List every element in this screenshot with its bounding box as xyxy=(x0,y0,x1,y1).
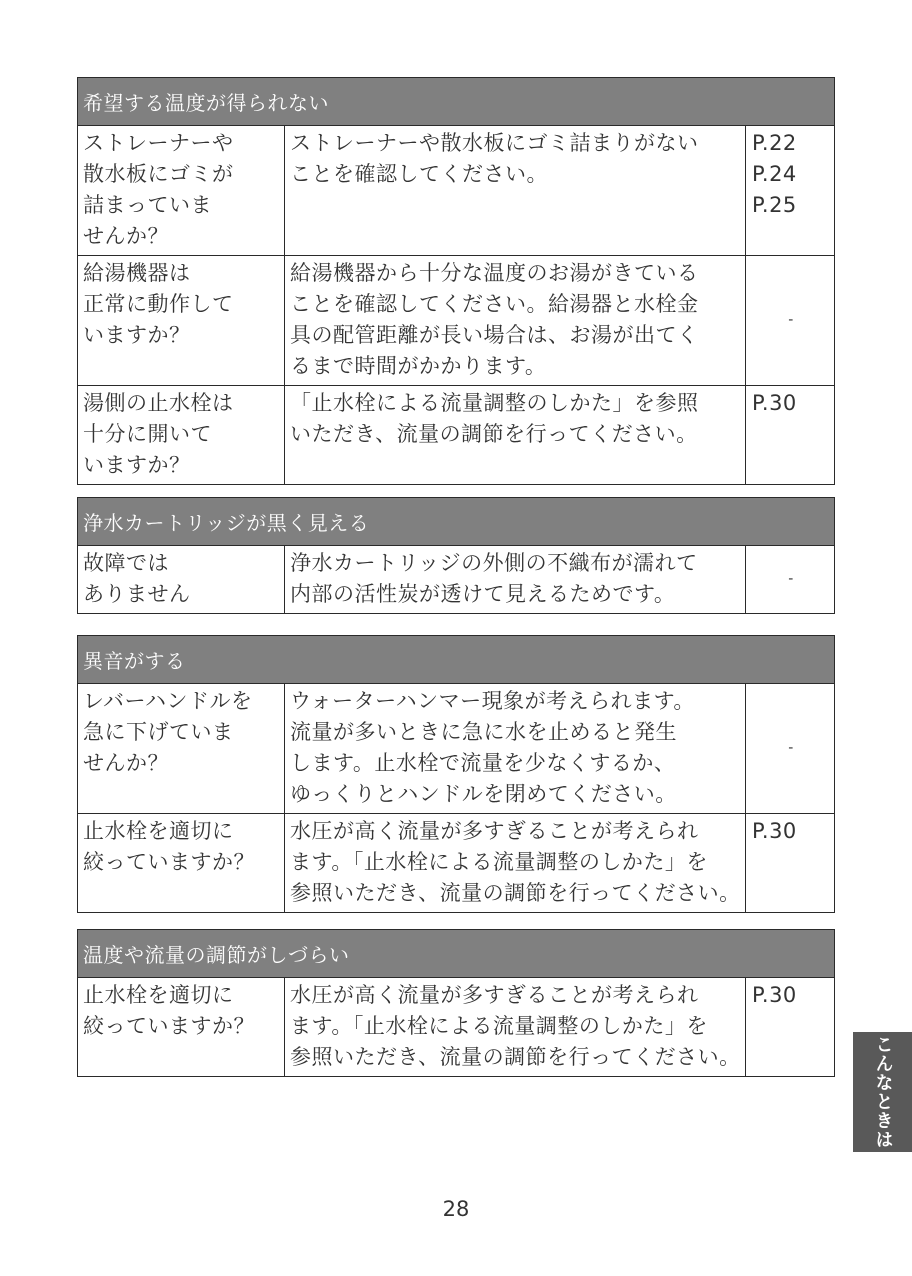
page-ref-cell: - xyxy=(746,546,835,614)
table-row xyxy=(78,256,835,386)
section-title: 希望する温度が得られない xyxy=(78,78,835,126)
page-ref-cell: - xyxy=(746,256,835,386)
remedy-cell: ウォーターハンマー現象が考えられます。 流量が多いときに急に水を止めると発生 します。止水栓で流量を少なくするか、 ゆっくりとハンドルを閉めてください。 xyxy=(285,684,746,814)
table-row xyxy=(78,978,835,1077)
page-ref-cell: P.30 xyxy=(746,386,835,485)
side-tab-label: こんなときは xyxy=(872,1035,894,1149)
table-row xyxy=(78,684,835,814)
table-row xyxy=(78,814,835,913)
remedy-cell: 浄水カートリッジの外側の不織布が濡れて 内部の活性炭が透けて見えるためです。 xyxy=(285,546,746,614)
trouble-table-adjustment xyxy=(77,929,835,1077)
remedy-cell: 水圧が高く流量が多すぎることが考えられ ます。「止水栓による流量調整のしかた」を 参照いただき、流量の調節を行ってください。 xyxy=(285,978,746,1077)
page-ref-cell: P.22 P.24 P.25 xyxy=(746,126,835,256)
cause-cell: レバーハンドルを 急に下げていま せんか？ xyxy=(78,684,285,814)
section-title: 温度や流量の調節がしづらい xyxy=(78,930,835,978)
page-ref-cell: - xyxy=(746,684,835,814)
remedy-cell: ストレーナーや散水板にゴミ詰まりがない ことを確認してください。 xyxy=(285,126,746,256)
cause-cell: ストレーナーや 散水板にゴミが 詰まっていま せんか？ xyxy=(78,126,285,256)
side-index-tab xyxy=(853,1032,912,1152)
trouble-table-noise xyxy=(77,635,835,913)
cause-cell: 湯側の止水栓は 十分に開いて いますか？ xyxy=(78,386,285,485)
remedy-cell: 給湯機器から十分な温度のお湯がきている ことを確認してください。給湯器と水栓金 具の配管距離が長い場合は、お湯が出てく るまで時間がかかります。 xyxy=(285,256,746,386)
table-row xyxy=(78,126,835,256)
page-ref-cell: P.30 xyxy=(746,814,835,913)
trouble-table-temperature xyxy=(77,77,835,485)
table-row xyxy=(78,386,835,485)
cause-cell: 給湯機器は 正常に動作して いますか？ xyxy=(78,256,285,386)
cause-cell: 故障では ありません xyxy=(78,546,285,614)
cause-cell: 止水栓を適切に 絞っていますか？ xyxy=(78,814,285,913)
page-ref-cell: P.30 xyxy=(746,978,835,1077)
page-number: 28 xyxy=(442,1197,470,1221)
trouble-table-cartridge xyxy=(77,497,835,614)
remedy-cell: 「止水栓による流量調整のしかた」を参照 いただき、流量の調節を行ってください。 xyxy=(285,386,746,485)
remedy-cell: 水圧が高く流量が多すぎることが考えられ ます。「止水栓による流量調整のしかた」を 参照いただき、流量の調節を行ってください。 xyxy=(285,814,746,913)
section-title: 浄水カートリッジが黒く見える xyxy=(78,498,835,546)
section-title: 異音がする xyxy=(78,636,835,684)
cause-cell: 止水栓を適切に 絞っていますか？ xyxy=(78,978,285,1077)
table-row xyxy=(78,546,835,614)
